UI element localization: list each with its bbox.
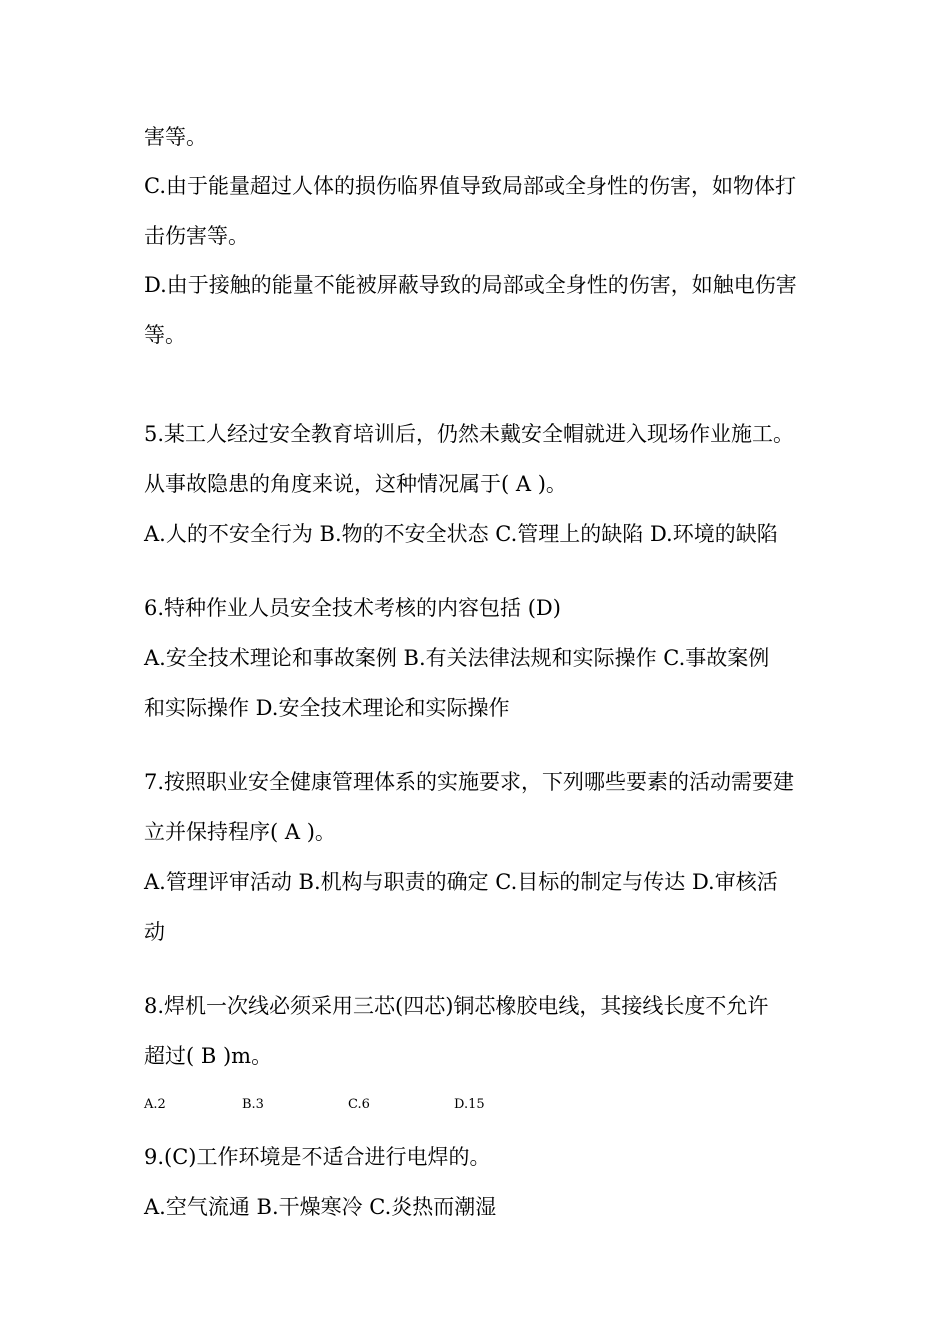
question-7-stem: 7.按照职业安全健康管理体系的实施要求，下列哪些要素的活动需要建 bbox=[144, 770, 795, 794]
option-a: A.2 bbox=[144, 1097, 166, 1112]
question-5-stem: 5.某工人经过安全教育培训后，仍然未戴安全帽就进入现场作业施工。 bbox=[144, 422, 795, 446]
question-8-stem-cont: 超过( B )m。 bbox=[144, 1044, 273, 1068]
option-d: D.15 bbox=[454, 1097, 485, 1112]
text-line: D.由于接触的能量不能被屏蔽导致的局部或全身性的伤害，如触电伤害 bbox=[144, 273, 797, 297]
question-6-options-cont: 和实际操作 D.安全技术理论和实际操作 bbox=[144, 696, 510, 720]
option-b: B.3 bbox=[242, 1097, 264, 1112]
question-9-stem: 9.(C)工作环境是不适合进行电焊的。 bbox=[144, 1145, 491, 1169]
question-7-options-cont: 动 bbox=[144, 920, 165, 944]
option-c: C.6 bbox=[348, 1097, 370, 1112]
question-6-stem: 6.特种作业人员安全技术考核的内容包括 (D) bbox=[144, 596, 561, 620]
question-6-options: A.安全技术理论和事故案例 B.有关法律法规和实际操作 C.事故案例 bbox=[144, 646, 770, 670]
text-line: 害等。 bbox=[144, 125, 207, 149]
question-5-options: A.人的不安全行为 B.物的不安全状态 C.管理上的缺陷 D.环境的缺陷 bbox=[144, 522, 778, 546]
question-9-options: A.空气流通 B.干燥寒冷 C.炎热而潮湿 bbox=[144, 1195, 497, 1219]
question-7-options: A.管理评审活动 B.机构与职责的确定 C.目标的制定与传达 D.审核活 bbox=[144, 870, 778, 894]
text-line: 等。 bbox=[144, 323, 186, 347]
text-line: C.由于能量超过人体的损伤临界值导致局部或全身性的伤害，如物体打 bbox=[144, 174, 796, 198]
text-line: 击伤害等。 bbox=[144, 224, 249, 248]
question-5-stem-cont: 从事故隐患的角度来说，这种情况属于( A )。 bbox=[144, 472, 567, 496]
question-8-stem: 8.焊机一次线必须采用三芯(四芯)铜芯橡胶电线，其接线长度不允许 bbox=[144, 994, 769, 1018]
question-7-stem-cont: 立并保持程序( A )。 bbox=[144, 820, 336, 844]
